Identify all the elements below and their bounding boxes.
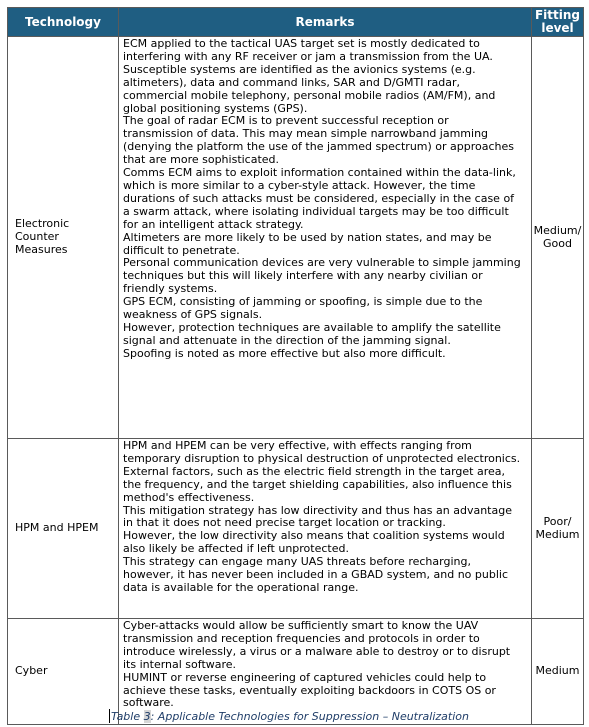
remark-line: that are more sophisticated.	[123, 153, 280, 167]
fitting-level-line: Good	[543, 236, 572, 250]
remark-line: HUMINT or reverse engineering of captured vehicles could help to	[123, 670, 487, 684]
technology-name-line: Cyber	[15, 664, 48, 678]
remark-line: method's effectiveness.	[123, 490, 255, 504]
remark-line: However, protection techniques are available to amplify the satellite	[123, 320, 501, 334]
table-header-row	[8, 8, 584, 37]
remark-line: Comms ECM aims to exploit information contained within the data-link,	[123, 166, 516, 180]
remark-line: External factors, such as the electric field strength in the target area,	[123, 464, 505, 478]
caption-prefix: Table	[111, 710, 144, 723]
table-row	[8, 37, 584, 439]
remark-line: however, it has never been included in a GBAD system, and no public	[123, 568, 508, 582]
remark-line: weakness of GPS signals.	[123, 308, 263, 322]
remark-line: transmission and reception frequencies and protocols in order to	[123, 631, 480, 645]
fitting-level-line: Medium/	[533, 223, 582, 237]
remark-line: also likely be affected if left unprotected.	[123, 542, 349, 556]
header-technology: Technology	[8, 8, 119, 37]
technology-cell	[8, 439, 119, 619]
technology-name-line: Measures	[15, 242, 68, 256]
remark-line: global positioning systems (GPS).	[123, 101, 308, 115]
technology-cell	[8, 37, 119, 439]
fitting-level-line: Poor/	[543, 514, 572, 528]
remark-line: GPS ECM, consisting of jamming or spoofing, is simple due to the	[123, 295, 483, 309]
remarks-cell	[119, 439, 532, 619]
technology-name-line: Electronic	[15, 217, 70, 231]
remark-line: HPM and HPEM can be very effective, with effects ranging from	[123, 439, 472, 452]
remark-line: for an intelligent attack strategy.	[123, 217, 304, 231]
remark-line: Cyber-attacks would allow be sufficiently smart to know the UAV	[123, 619, 479, 632]
fitting-level-line: Medium	[535, 664, 580, 678]
fitting-level-cell	[532, 619, 584, 725]
remark-line: difficult to penetrate.	[123, 243, 240, 257]
fitting-level-line: Medium	[535, 527, 580, 541]
remark-line: in that it does not need precise target location or tracking.	[123, 516, 446, 530]
remark-line: durations of such attacks must be considered, especially in the case of	[123, 191, 515, 205]
table-caption	[109, 709, 469, 723]
caption-title: : Applicable Technologies for Suppression – Neutralization	[150, 710, 469, 723]
remark-line: This strategy can engage many UAS threats before recharging,	[123, 555, 471, 569]
technology-name-line: HPM and HPEM	[15, 521, 99, 535]
remark-line: which is more similar to a cyber-style attack. However, the time	[123, 178, 476, 192]
remark-line: This mitigation strategy has low directivity and thus has an advantage	[123, 503, 512, 517]
remarks-cell	[119, 37, 532, 439]
technologies-table	[7, 7, 584, 725]
remark-line: commercial mobile telephony, personal mobile radios (AM/FM), and	[123, 88, 496, 102]
remark-line: signal and attenuate in the direction of the jamming signal.	[123, 333, 451, 347]
remark-line: data is available for the operational range.	[123, 580, 359, 594]
remark-line: software.	[123, 696, 174, 710]
remark-line: transmission of data. This may mean simple narrowband jamming	[123, 127, 489, 141]
remark-line: The goal of radar ECM is to prevent successful reception or	[123, 114, 449, 128]
text-cursor	[109, 709, 110, 723]
remark-line: However, the low directivity also means that coalition systems would	[123, 529, 505, 543]
remark-line: friendly systems.	[123, 282, 218, 296]
remark-line: a swarm attack, where isolating individual targets may be too difficult	[123, 204, 509, 218]
remark-line: (denying the platform the use of the jammed spectrum) or approaches	[123, 140, 515, 154]
technology-name-line: Counter	[15, 230, 59, 244]
remark-line: achieve these tasks, eventually exploiting backdoors in COTS OS or	[123, 683, 496, 697]
remark-line: Personal communication devices are very vulnerable to simple jamming	[123, 256, 521, 270]
remark-line: Altimeters are more likely to be used by nation states, and may be	[123, 230, 492, 244]
remark-line: its internal software.	[123, 657, 237, 671]
header-fitting-level: Fitting level	[532, 8, 584, 37]
caption-number: 3	[143, 710, 151, 723]
fitting-level-cell	[532, 439, 584, 619]
remark-line: introduce wirelessly, a virus or a malware able to destroy or to disrupt	[123, 644, 511, 658]
header-remarks: Remarks	[119, 8, 532, 37]
remark-line: Susceptible systems are identified as the avionics systems (e.g.	[123, 62, 476, 76]
remark-line: the frequency, and the target shielding capabilities, also influence this	[123, 477, 512, 491]
remark-line: techniques but this will likely interfere with any nearby civilian or	[123, 269, 483, 283]
remark-line: temporary disruption to physical destruction of unprotected electronics.	[123, 451, 521, 465]
fitting-level-cell	[532, 37, 584, 439]
table-row	[8, 439, 584, 619]
remark-line: ECM applied to the tactical UAS target set is mostly dedicated to	[123, 37, 480, 50]
remark-line: altimeters), data and command links, SAR and D/GMTI radar,	[123, 75, 461, 89]
remark-line: interfering with any RF receiver or jam a transmission from the UA.	[123, 49, 493, 63]
technology-cell	[8, 619, 119, 725]
remark-line: Spoofing is noted as more effective but also more difficult.	[123, 346, 446, 360]
